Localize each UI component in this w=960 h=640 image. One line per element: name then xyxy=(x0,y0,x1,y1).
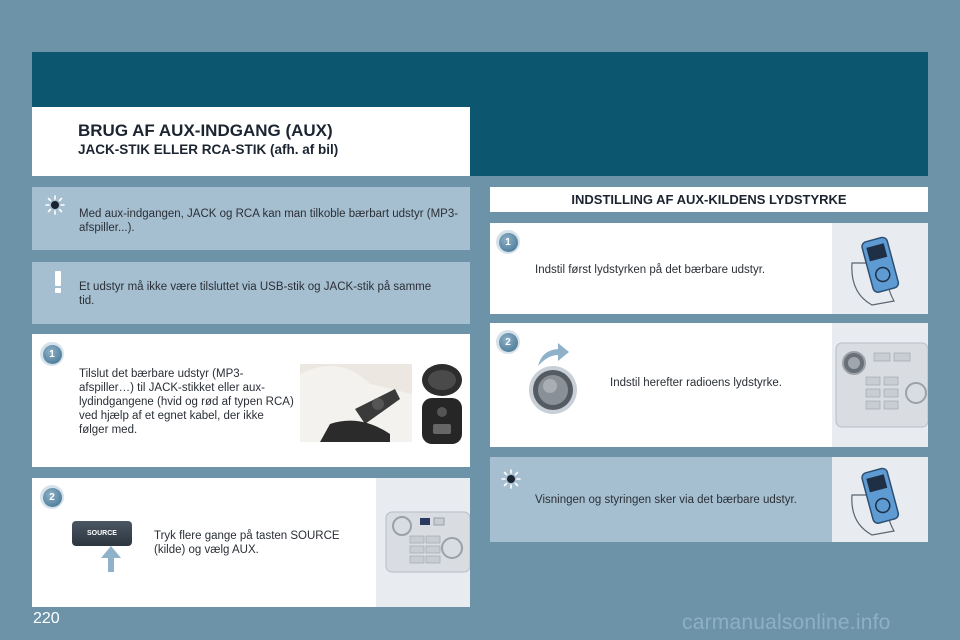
tip-panel xyxy=(490,457,928,542)
step2-panel xyxy=(32,478,470,607)
watermark: carmanualsonline.info xyxy=(682,611,891,634)
source-button-label: SOURCE xyxy=(87,530,117,537)
info-text: Med aux-indgangen, JACK og RCA kan man tilkoble bærbart udstyr (MP3-afspiller...). xyxy=(79,208,459,234)
mp3-player-icon xyxy=(832,223,928,314)
exclamation-icon xyxy=(51,270,65,294)
tip-text: Visningen og styringen sker via det bærbare udstyr. xyxy=(535,494,797,506)
step1-panel xyxy=(32,334,470,467)
jack-socket-photo xyxy=(300,364,412,442)
right-step1-panel xyxy=(490,223,928,314)
section-title: INDSTILLING AF AUX-KILDENS LYDSTYRKE xyxy=(490,187,928,212)
right-step1-text: Indstil først lydstyrken på det bærbare udstyr. xyxy=(535,264,766,276)
step-badge: 1 xyxy=(496,230,520,254)
step-badge: 2 xyxy=(496,330,520,354)
step-badge: 2 xyxy=(40,485,64,509)
source-button[interactable] xyxy=(72,521,132,546)
lightbulb-icon xyxy=(45,195,65,220)
step-badge: 1 xyxy=(40,342,64,366)
mp3-player-icon xyxy=(832,457,928,542)
right-step2-text: Indstil herefter radioens lydstyrke. xyxy=(610,377,782,389)
volume-knob-icon[interactable] xyxy=(528,365,578,420)
lightbulb-icon xyxy=(501,469,521,494)
step2-text: Tryk flere gange på tasten SOURCE (kilde) og vælg AUX. xyxy=(154,530,340,556)
radio-panel-image xyxy=(376,478,470,607)
page-title: BRUG AF AUX-INDGANG (AUX) xyxy=(78,121,333,140)
radio-panel-image xyxy=(832,323,928,447)
page-subtitle: JACK-STIK ELLER RCA-STIK (afh. af bil) xyxy=(78,142,339,157)
arrow-up-icon xyxy=(99,546,123,577)
warning-panel xyxy=(32,262,470,324)
info-panel xyxy=(32,187,470,250)
jack-socket-icon xyxy=(418,362,466,446)
right-step2-panel xyxy=(490,323,928,447)
step1-text: Tilslut det bærbare udstyr (MP3-afspiller…) til JACK-stikket eller aux-lydindgangene (hvid og rød af typen RCA) ved hjælp af et egnet kabel, der ikke følger med. xyxy=(79,368,294,436)
warning-text: Et udstyr må ikke være tilsluttet via USB-stik og JACK-stik på samme tid. xyxy=(79,281,432,307)
page-number: 220 xyxy=(33,610,60,627)
